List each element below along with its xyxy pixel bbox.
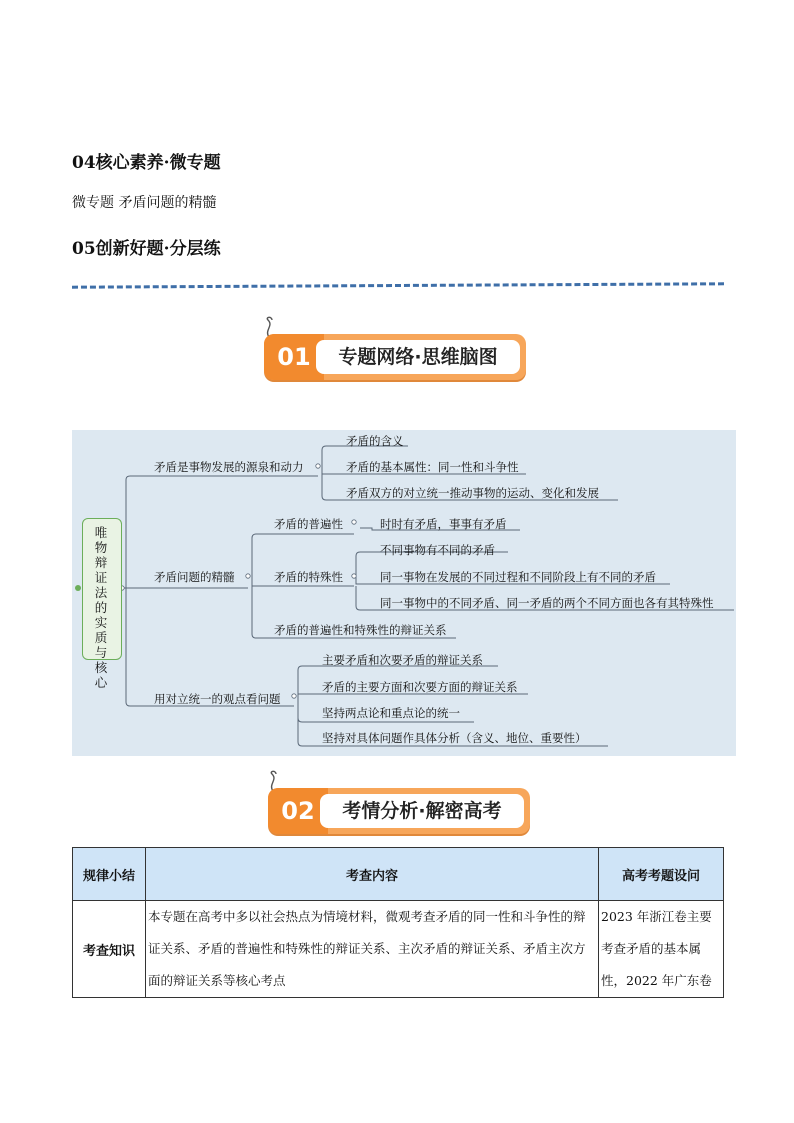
banner-title: 考情分析·解密高考 bbox=[320, 794, 524, 828]
section-05-heading: 05创新好题·分层练 bbox=[72, 239, 221, 259]
section-04-heading: 04核心素养·微专题 bbox=[72, 153, 221, 173]
node-universality-leaf: 时时有矛盾，事事有矛盾 bbox=[380, 517, 507, 531]
node-dialectic-relation: 矛盾的普遍性和特殊性的辩证关系 bbox=[274, 623, 447, 637]
node-contradiction-meaning: 矛盾的含义 bbox=[346, 434, 404, 448]
banner-mindmap bbox=[264, 334, 526, 380]
branch-unity-of-opposites-view: 用对立统一的观点看问题 bbox=[154, 692, 281, 706]
node-principal-secondary: 主要矛盾和次要矛盾的辩证关系 bbox=[322, 653, 483, 667]
micro-topic-line: 微专题 矛盾问题的精髓 bbox=[72, 195, 217, 211]
banner-title: 专题网络·思维脑图 bbox=[316, 340, 520, 374]
mind-map-root: 唯物辩证法的实质与核心 bbox=[82, 518, 122, 660]
header-content: 考查内容 bbox=[146, 848, 599, 901]
row-label: 考查知识 bbox=[73, 901, 146, 998]
banner-number: 02 bbox=[268, 788, 328, 834]
table-row bbox=[73, 901, 724, 998]
node-basic-attributes: 矛盾的基本属性：同一性和斗争性 bbox=[346, 460, 519, 474]
node-particularity-leaf-1: 不同事物有不同的矛盾 bbox=[380, 543, 495, 557]
header-summary: 规律小结 bbox=[73, 848, 146, 901]
node-universality: 矛盾的普遍性 bbox=[274, 517, 343, 531]
banner-number: 01 bbox=[264, 334, 324, 380]
dashed-divider bbox=[72, 282, 724, 288]
node-two-point-key-point: 坚持两点论和重点论的统一 bbox=[322, 706, 460, 720]
branch-source-of-development: 矛盾是事物发展的源泉和动力 bbox=[154, 460, 304, 474]
node-particularity: 矛盾的特殊性 bbox=[274, 570, 343, 584]
node-concrete-analysis: 坚持对具体问题作具体分析（含义、地位、重要性） bbox=[322, 731, 587, 745]
header-question: 高考考题设问 bbox=[599, 848, 724, 901]
banner-exam-analysis bbox=[268, 788, 530, 834]
node-particularity-leaf-3: 同一事物中的不同矛盾、同一矛盾的两个不同方面也各有其特殊性 bbox=[380, 596, 714, 610]
branch-essence-of-contradiction: 矛盾问题的精髓 bbox=[154, 570, 235, 584]
row-content: 本专题在高考中多以社会热点为情境材料，微观考查矛盾的同一性和斗争性的辩证关系、矛盾的普遍性和特殊性的辩证关系、主次矛盾的辩证关系、矛盾主次方面的辩证关系等核心考点 bbox=[146, 901, 599, 998]
node-unity-of-opposites: 矛盾双方的对立统一推动事物的运动、变化和发展 bbox=[346, 486, 599, 500]
node-particularity-leaf-2: 同一事物在发展的不同过程和不同阶段上有不同的矛盾 bbox=[380, 570, 656, 584]
exam-analysis-table bbox=[72, 847, 724, 998]
table-header-row bbox=[73, 848, 724, 901]
node-principal-aspect: 矛盾的主要方面和次要方面的辩证关系 bbox=[322, 680, 518, 694]
row-question: 2023 年浙江卷主要考查矛盾的基本属性，2022 年广东卷 bbox=[599, 901, 724, 998]
mind-map bbox=[72, 430, 736, 756]
